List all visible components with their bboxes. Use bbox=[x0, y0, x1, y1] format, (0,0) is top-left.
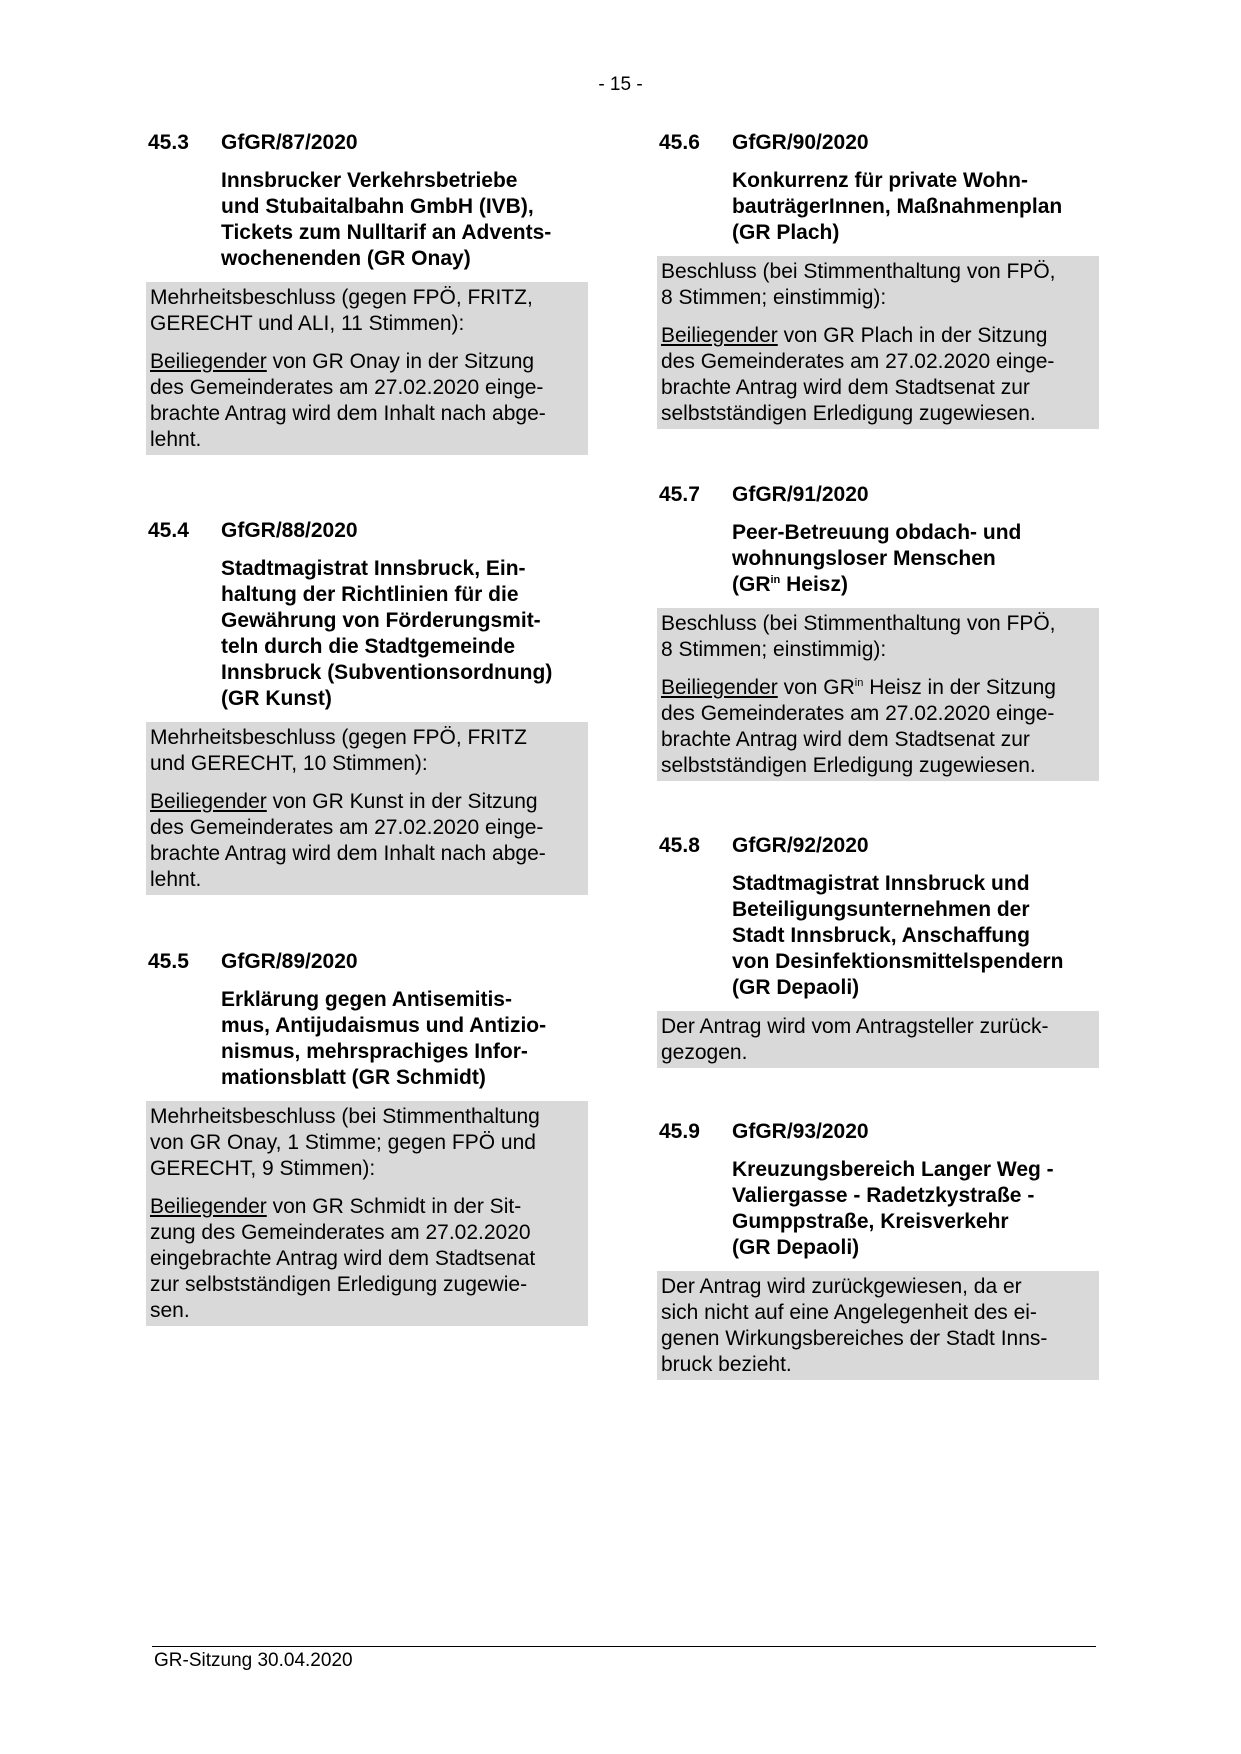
body-text: Heisz in der Sitzung des Gemeinderates am 27.02.2020 einge- brachte Antrag wird dem Stadtsenat zur selbstständigen Erledigung zugewiesen. bbox=[661, 676, 1056, 777]
body-text: von GR Schmidt in der Sit- zung des Gemeinderates am 27.02.2020 eingebrachte Antrag wird dem Stadtsenat zur selbstständigen Erledigung zugewie- sen. bbox=[150, 1195, 536, 1322]
body-text: von GR Plach in der Sitzung des Gemeinderates am 27.02.2020 einge- brachte Antrag wird dem Stadtsenat zur selbstständigen Erledigung zugewiesen. bbox=[661, 324, 1055, 425]
body-text: von GR Onay in der Sitzung des Gemeinderates am 27.02.2020 einge- brachte Antrag wird dem Inhalt nach abge- lehnt. bbox=[150, 350, 546, 451]
body-lead: Beiliegender bbox=[661, 676, 778, 699]
title-part: Heisz) bbox=[780, 573, 848, 596]
item-code: GfGR/91/2020 bbox=[732, 483, 869, 506]
item-number: 45.3 bbox=[148, 131, 189, 154]
decision-box bbox=[146, 282, 588, 455]
item-number: 45.7 bbox=[659, 483, 700, 506]
item-code: GfGR/93/2020 bbox=[732, 1120, 869, 1143]
decision-text: Beschluss (bei Stimmenthaltung von FPÖ, 8 Stimmen; einstimmig): bbox=[661, 260, 1056, 309]
footer-text: GR-Sitzung 30.04.2020 bbox=[154, 1650, 353, 1671]
item-heading bbox=[146, 130, 588, 156]
decision-body bbox=[150, 349, 584, 453]
item-number: 45.8 bbox=[659, 834, 700, 857]
note-text: Der Antrag wird zurückgewiesen, da er sich nicht auf eine Angelegenheit des ei- genen Wirkungsbereiches der Stadt Inns- bruck bezieht. bbox=[661, 1275, 1048, 1376]
item-heading bbox=[146, 949, 588, 975]
item-heading bbox=[657, 833, 1099, 859]
item-title bbox=[732, 520, 1112, 598]
decision-text: Beschluss (bei Stimmenthaltung von FPÖ, 8 Stimmen; einstimmig): bbox=[661, 612, 1056, 661]
item-title: Stadtmagistrat Innsbruck und Beteiligungsunternehmen der Stadt Innsbruck, Anschaffung von Desinfektionsmittelspendern (GR Depaoli) bbox=[732, 872, 1064, 999]
decision-body bbox=[661, 323, 1095, 427]
page-number: - 15 - bbox=[598, 74, 643, 95]
decision-body bbox=[150, 1194, 584, 1324]
item-number: 45.9 bbox=[659, 1120, 700, 1143]
item-code: GfGR/90/2020 bbox=[732, 131, 869, 154]
item-number: 45.4 bbox=[148, 519, 189, 542]
item-code: GfGR/88/2020 bbox=[221, 519, 358, 542]
body-lead: Beiliegender bbox=[150, 1195, 267, 1218]
item-title: Stadtmagistrat Innsbruck, Ein- haltung der Richtlinien für die Gewährung von Förderungsmit- teln durch die Stadtgemeinde Innsbruck (Subventionsordnung) (GR Kunst) bbox=[221, 557, 553, 710]
decision-box bbox=[146, 1101, 588, 1326]
item-number: 45.5 bbox=[148, 950, 189, 973]
body-lead: Beiliegender bbox=[150, 350, 267, 373]
note-text: Der Antrag wird vom Antragsteller zurück- gezogen. bbox=[661, 1015, 1049, 1064]
item-heading bbox=[657, 1119, 1099, 1145]
decision-box bbox=[657, 608, 1099, 781]
agenda-item-45-5 bbox=[146, 949, 588, 1326]
item-title: Innsbrucker Verkehrsbetriebe und Stubaitalbahn GmbH (IVB), Tickets zum Nulltarif an Advents- wochenenden (GR Onay) bbox=[221, 169, 552, 270]
note-box bbox=[657, 1271, 1099, 1380]
item-number: 45.6 bbox=[659, 131, 700, 154]
agenda-item-45-6 bbox=[657, 130, 1099, 429]
decision-body bbox=[661, 675, 1095, 779]
item-heading bbox=[146, 518, 588, 544]
agenda-item-45-7 bbox=[657, 482, 1099, 781]
body-text: von GR Kunst in der Sitzung des Gemeinderates am 27.02.2020 einge- brachte Antrag wird dem Inhalt nach abge- lehnt. bbox=[150, 790, 546, 891]
item-title: Kreuzungsbereich Langer Weg - Valiergasse - Radetzkystraße - Gumppstraße, Kreisverkehr (GR Depaoli) bbox=[732, 1158, 1054, 1259]
decision-box bbox=[657, 256, 1099, 429]
body-text: von GR bbox=[777, 676, 855, 699]
item-code: GfGR/89/2020 bbox=[221, 950, 358, 973]
item-heading bbox=[657, 130, 1099, 156]
item-heading bbox=[657, 482, 1099, 508]
body-lead: Beiliegender bbox=[661, 324, 778, 347]
title-part: Peer-Betreuung obdach- und wohnungsloser Menschen (GR bbox=[732, 521, 1022, 596]
decision-text: Mehrheitsbeschluss (bei Stimmenthaltung von GR Onay, 1 Stimme; gegen FPÖ und GERECHT, 9 Stimmen): bbox=[150, 1105, 540, 1180]
decision-body bbox=[150, 789, 584, 893]
agenda-item-45-4 bbox=[146, 518, 588, 895]
agenda-item-45-3 bbox=[146, 130, 588, 455]
item-code: GfGR/92/2020 bbox=[732, 834, 869, 857]
body-superscript: in bbox=[854, 677, 864, 689]
decision-box bbox=[146, 722, 588, 895]
item-code: GfGR/87/2020 bbox=[221, 131, 358, 154]
footer-divider bbox=[152, 1646, 1096, 1647]
agenda-item-45-8 bbox=[657, 833, 1099, 1068]
decision-text: Mehrheitsbeschluss (gegen FPÖ, FRITZ und GERECHT, 10 Stimmen): bbox=[150, 726, 527, 775]
decision-text: Mehrheitsbeschluss (gegen FPÖ, FRITZ, GERECHT und ALI, 11 Stimmen): bbox=[150, 286, 533, 335]
item-title: Erklärung gegen Antisemitis- mus, Antijudaismus und Antizio- nismus, mehrsprachiges Infor- mationsblatt (GR Schmidt) bbox=[221, 988, 547, 1089]
body-lead: Beiliegender bbox=[150, 790, 267, 813]
title-superscript: in bbox=[770, 574, 781, 586]
item-title: Konkurrenz für private Wohn- bauträgerInnen, Maßnahmenplan (GR Plach) bbox=[732, 169, 1063, 244]
agenda-item-45-9 bbox=[657, 1119, 1099, 1380]
note-box bbox=[657, 1011, 1099, 1068]
